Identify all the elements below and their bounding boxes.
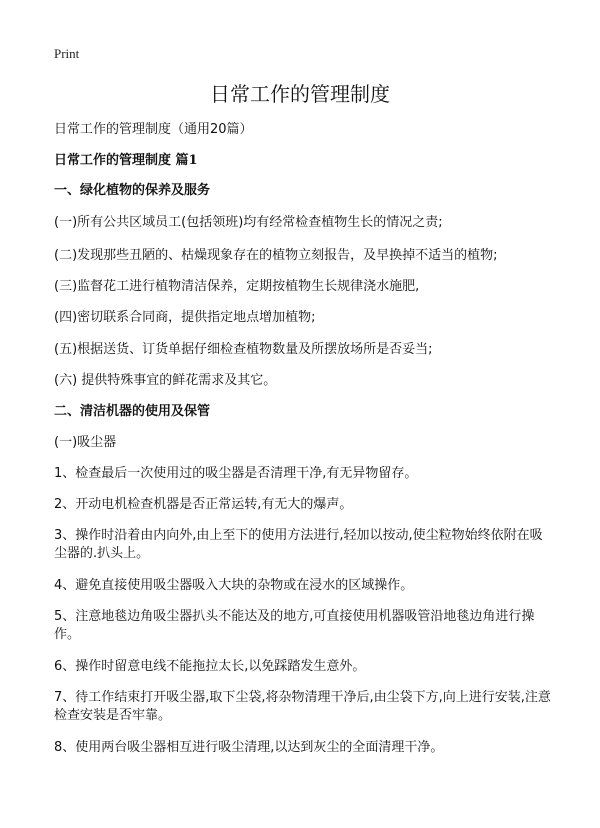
section-1-item: (六) 提供特殊事宜的鲜花需求及其它。	[54, 373, 277, 388]
section-2-item: 2、开动电机检查机器是否正常运转,有无大的爆声。	[54, 497, 353, 512]
section-2-item: 8、使用两台吸尘器相互进行吸尘清理,以达到灰尘的全面清理干净。	[54, 740, 444, 755]
section-1-heading: 一、绿化植物的保养及服务	[54, 183, 211, 198]
section-2-item: 5、注意地毯边角吸尘器扒头不能达及的地方,可直接使用机器吸管沿地毯边角进行操作。	[54, 609, 535, 642]
chapter-heading: 日常工作的管理制度 篇1	[54, 153, 198, 168]
section-1-item: (四)密切联系合同商，提供指定地点增加植物;	[54, 310, 316, 325]
section-2-subheading: (一)吸尘器	[54, 435, 117, 450]
section-2-item: 7、待工作结束打开吸尘器,取下尘袋,将杂物清理干净后,由尘袋下方,向上进行安装,注意检查安装是否牢靠。	[54, 690, 551, 723]
section-2-item: 1、检查最后一次使用过的吸尘器是否清理干净,有无异物留存。	[54, 466, 418, 481]
section-2-item: 6、操作时留意电线不能拖拉太长,以免踩踏发生意外。	[54, 659, 366, 674]
section-1-item: (五)根据送货、订货单据仔细检查植物数量及所摆放场所是否妥当;	[54, 342, 433, 357]
section-2-item: 4、避免直接使用吸尘器吸入大块的杂物或在浸水的区域操作。	[54, 578, 414, 593]
section-2-heading: 二、清洁机器的使用及保管	[54, 404, 211, 419]
document-title: 日常工作的管理制度	[210, 82, 390, 106]
section-2-item: 3、操作时沿着由内向外,由上至下的使用方法进行,轻加以按动,使尘粒物始终依附在吸尘器的.扒头上。	[54, 528, 543, 561]
section-1-item: (一)所有公共区域员工(包括领班)均有经常检查植物生长的情况之责;	[54, 215, 443, 230]
document-subtitle: 日常工作的管理制度（通用20篇）	[54, 122, 253, 137]
section-1-item: (三)监督花工进行植物清洁保养，定期按植物生长规律浇水施肥,	[54, 279, 420, 294]
print-label: Print	[54, 46, 80, 61]
section-1-item: (二)发现那些丑陋的、枯燥现象存在的植物立刻报告，及早换掉不适当的植物;	[54, 248, 498, 263]
